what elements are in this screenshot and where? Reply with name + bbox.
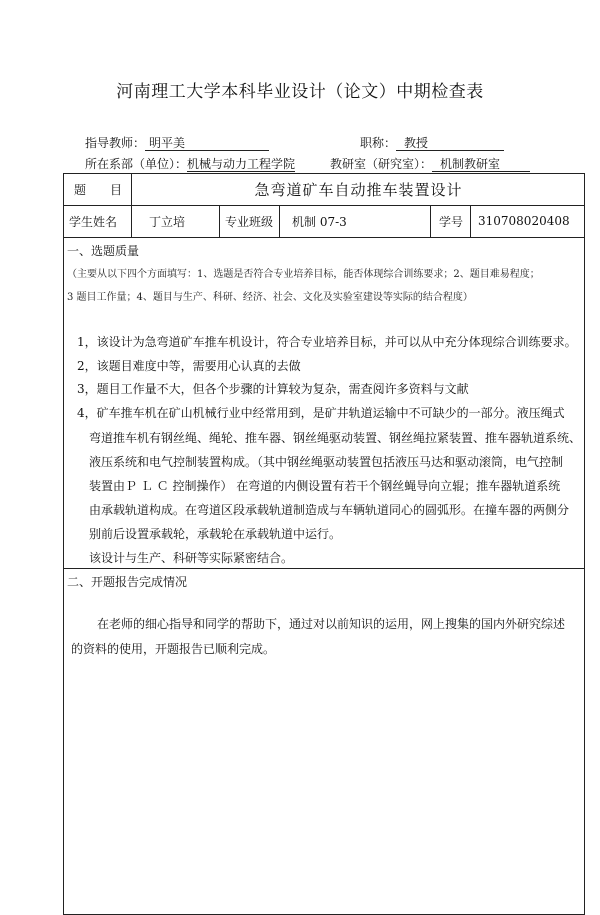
col-divider: [219, 205, 220, 237]
section1-heading: 一、选题质量: [67, 244, 140, 258]
section1-line: 液压系统和电气控制装置构成。（其中钢丝绳驱动装置包括液压马达和驱动滚筒，电气控制: [89, 455, 564, 469]
section1-line: 3，题目工作量不大，但各个步骤的计算较为复杂，需查阅许多资料与文献: [77, 382, 469, 396]
section1-note: 3 题目工作量；4、题目与生产、科研、经济、社会、文化及实验室建设等实际的结合程度）: [67, 292, 473, 303]
id-value: 310708020408: [478, 214, 570, 228]
col-divider: [470, 205, 471, 237]
check-form: [63, 173, 585, 915]
office-row: [330, 155, 530, 172]
student-label: 学生姓名: [69, 214, 118, 229]
class-label: 专业班级: [225, 214, 274, 229]
section1-line: 该设计与生产、科研等实际紧密结合。: [89, 551, 294, 565]
section1-line: 别前后设置承载轮，承载轮在承载轨道中运行。: [89, 527, 342, 541]
topic-label: 题 目: [74, 183, 123, 197]
section1-line: 由承载轨道构成。在弯道区段承载轨道制造成与车辆轨道同心的圆弧形。在撞车器的两侧分: [89, 503, 570, 517]
section1-line: 2，该题目难度中等，需要用心认真的去做: [77, 359, 301, 373]
section1-line: 装置由Ｐ Ｌ Ｃ 控制操作） 在弯道的内侧设置有若干个钢丝蝇导向立辊；推车器轨道系统: [89, 479, 561, 493]
student-name: 丁立培: [149, 214, 186, 229]
advisor-name: 明平美: [145, 136, 269, 151]
rank-value: 教授: [396, 136, 504, 151]
section2-line: 的资料的使用，开题报告已顺利完成。: [71, 642, 276, 656]
row-divider: [64, 237, 584, 238]
id-label: 学号: [439, 214, 464, 229]
rank-row: [360, 134, 504, 151]
section2-heading: 二、开题报告完成情况: [67, 575, 188, 589]
col-divider: [430, 205, 431, 237]
dept-row: [85, 155, 295, 172]
office-label: 教研室（研究室）：: [330, 157, 433, 171]
class-value: 机制 07-3: [292, 214, 347, 229]
section1-note: （主要从以下四个方面填写：1、选题是否符合专业培养目标，能否体现综合训练要求；2、题目难易程度；: [67, 269, 540, 280]
rank-label: 职称：: [360, 136, 397, 150]
dept-value: 机械与动力工程学院: [187, 157, 296, 171]
dept-label: 所在系部（单位）：: [85, 157, 188, 171]
row-divider: [64, 568, 584, 569]
page-title: 河南理工大学本科毕业设计（论文）中期检查表: [116, 82, 484, 102]
section1-line: 弯道推车机有钢丝绳、绳轮、推车器、钢丝绳驱动装置、钢丝绳拉紧装置、推车器轨道系统、: [89, 431, 582, 445]
advisor-row: [85, 134, 269, 151]
office-value: 机制教研室: [432, 157, 530, 172]
section1-line: 1，该设计为急弯道矿车推车机设计，符合专业培养目标，并可以从中充分体现综合训练要求。: [77, 335, 577, 349]
section1-line: 4，矿车推车机在矿山机械行业中经常用到，是矿井轨道运输中不可缺少的一部分。液压绳式: [77, 406, 565, 420]
section2-line: 在老师的细心指导和同学的帮助下，通过对以前知识的运用，网上搜集的国内外研究综述: [97, 617, 566, 631]
topic-value: 急弯道矿车自动推车装置设计: [254, 181, 463, 199]
advisor-label: 指导教师：: [85, 136, 146, 150]
col-divider: [279, 205, 280, 237]
